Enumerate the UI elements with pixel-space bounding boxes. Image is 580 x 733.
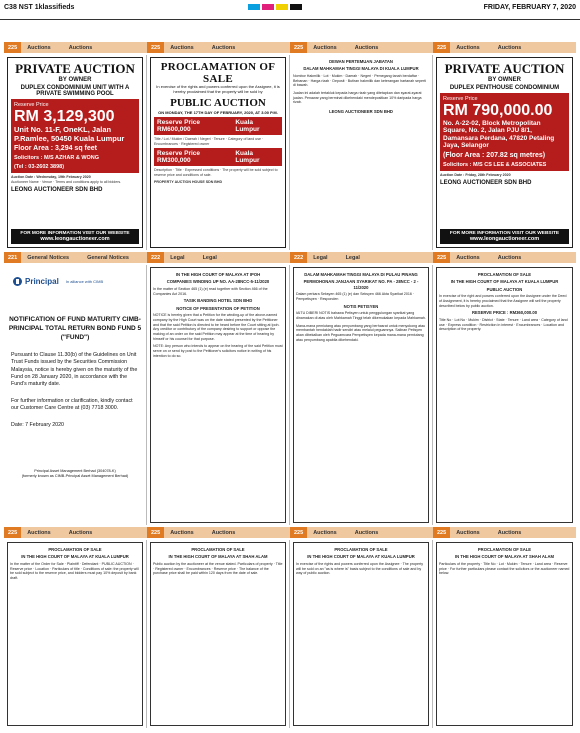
ad-private-auction-onekl: PRIVATE AUCTION BY OWNER DUPLEX CONDOMINIUM UNIT WITH A PRIVATE SWIMMING POOL Reserve Price RM 3,129,300 Unit No. 11-F, OneKL, Jalan P.Ramlee, 50450 Kuala Lumpur Floor Area : 3,294 sq feet Solicitors : M/S AZHAR & WONG (Tel : 03-2602 3898) Auction Date : Wednesday, 19th February 2020 Auctioneer Name · Venue · Terms and conditions apply to all bidders. LEONG AUCTIONEER SDN BHD FOR MORE INFORMATION VISIT OUR WEBSITE www.leongauctioneer.com (4, 55, 147, 250)
notice-heading: NOTIFICATION OF FUND MATURITY CIMB-PRINCIPAL TOTAL RETURN BOND FUND 5 ("FUND") (8, 316, 142, 341)
legal-winding-up-ipoh: IN THE HIGH COURT OF MALAYA AT IPOH COMPANIES WINDING UP NO. AA-28NCC-5-11/2020 In the matter of Section 465 (1) (e) read together with Section 466 of the Companies Act 2016. TASIK BANDING HOTEL SDN BHD NOTICE OF PRESENTATION OF PETITION NOTICE is hereby given that a Petition for the winding-up of the above-named company by the High Court was on the date stated presented by the Petitioner and that the said Petition is directed to be heard before the Court sitting at Ipoh. Any creditor or contributory of the company desiring to support or oppose the making of an order on the said Petition may appear at the time of hearing by himself or his counsel for that purpose. NOTE: Any person who intends to appear on the hearing of the said Petition must serve on or send by post to the Petitioner's solicitors notice in writing of his intention to do so. (147, 265, 290, 525)
ads-row-bottom (4, 540, 576, 728)
proclamation-bottom-4: PROCLAMATION OF SALE IN THE HIGH COURT OF MALAYA AT SHAH ALAM Particulars of the property · Title No · Lot · Mukim · Tenure · Land area · Reserve price · For further particulars please contact the solicitors or the auctioneer named below. (433, 540, 576, 728)
proclamation-of-sale-kl: PROCLAMATION OF SALE IN THE HIGH COURT OF MALAYA AT KUALA LUMPUR PUBLIC AUCTION In exercise of the right and powers conferred upon the Assignee under the Deed of Assignment, it is hereby proclaimed that the Assignee will sell the property described below by public auction. RESERVE PRICE : RM360,000.00 Title No · Lot No · Mukim · District · State · Tenure · Land area · Category of land use · Express condition · Restriction in interest · Encumbrances · Location and description of the property. (433, 265, 576, 525)
section-band-bottom (4, 527, 576, 538)
proclamation-bottom-2: PROCLAMATION OF SALE IN THE HIGH COURT OF MALAYA AT SHAH ALAM Public auction by the auctioneer at the venue stated. Particulars of property · Title · Registered owner · Encumbrances · Reserve price · The balance of the purchase price shall be paid within 120 days from the date of sale. (147, 540, 290, 728)
section-band-middle (4, 252, 576, 263)
band-cell: 225 Auctions Auctions (290, 527, 433, 538)
band-cell: 222 Legal Legal (147, 252, 290, 263)
property-address: No. A-22-02, Block Metropolitan Square, No. 2, Jalan PJU 8/1, Damansara Perdana, 47820 Petaling Jaya, Selangor (443, 120, 555, 150)
reserve-price: RM 3,129,300 (14, 108, 115, 125)
ad-proclamation-of-sale: PROCLAMATION OF SALE In exercise of the rights and powers conferred upon the Assignee, it is hereby proclaimed that the property will be sold by PUBLIC AUCTION ON MONDAY, THE 17TH DAY OF FEBRUARY, 2020, AT 3.00 P.M. Reserve Price RM600,000 Kuala Lumpur Title / Lot / Mukim / Daerah / Negeri · Tenure · Category of land use · Encumbrances · Registered owner Reserve Price RM300,000 Kuala Lumpur Description · Title · Expressed conditions · The property will be sold subject to reserve price and conditions of sale. PROPERTY AUCTION HOUSE SDN BHD (147, 55, 290, 250)
section-band-top (4, 42, 576, 53)
ad-reserve-block: Reserve Price RM 790,000.00 No. A-22-02, Block Metropolitan Square, No. 2, Jalan PJU 8/1, Damansara Perdana, 47820 Petaling Jaya, Selangor (Floor Area : 207.82 sq metres) Solicitors : M/S CS LEE & ASSOCIATES (440, 93, 569, 171)
band-cell: 225 Auctions Auctions (4, 42, 147, 53)
proclamation-bottom-1: PROCLAMATION OF SALE IN THE HIGH COURT OF MALAYA AT KUALA LUMPUR In the matter of the Order for Sale · Plaintiff · Defendant · PUBLIC AUCTION · Reserve price · Location · Particulars of title · Conditions of sale: the property will be sold subject to the reserve price, and bidders must pay 10% deposit by bank draft. (4, 540, 147, 728)
band-cell: 225 Auctions Auctions (4, 527, 147, 538)
ad-title: PROCLAMATION OF SALE (160, 61, 276, 85)
band-cell: 225 Auctions Auctions (147, 42, 290, 53)
band-cell: 225 Auctions Auctions (433, 527, 576, 538)
page-header (0, 0, 580, 20)
band-cell: 225 Auctions Auctions (290, 42, 433, 53)
ad-reserve-block: Reserve Price RM 3,129,300 Unit No. 11-F, OneKL, Jalan P.Ramlee, 50450 Kuala Lumpur Floor Area : 3,294 sq feet Solicitors : M/S AZHAR & WONG (Tel : 03-2602 3898) (11, 99, 139, 173)
auctioneer-name: LEONG AUCTIONEER SDN BHD (11, 187, 103, 194)
ads-row-top (4, 55, 576, 250)
website-bar: FOR MORE INFORMATION VISIT OUR WEBSITE www.leongauctioneer.com (440, 229, 569, 244)
legal-petisyen-pulau-pinang: DALAM MAHKAMAH TINGGI MALAYA DI PULAU PINANG PERMOHONAN JANJAAN SYARIKAT NO. PA - 28NCC - 2 - 11/2020 Dalam perkara Seksyen 465 (1) (e) dan Seksyen 466 Akta Syarikat 2016 · Pempetisyen · Responden NOTIS PETISYEN IAITU DIBERI NOTIS bahawa Petisyen untuk penggulungan syarikat yang dinamakan di atas oleh Mahkamah Tinggi telah dikemukakan kepada Mahkamah. Mana-mana pemiutang atau penyumbang yang berhasrat untuk menyokong atau membantah hendaklah hadir sendiri atau melalui peguamnya. Salinan Petisyen akan dibekalkan oleh Peguamcara Pempetisyen kepada mana-mana pemiutang atau penyumbang apabila dikehendaki. (290, 265, 433, 525)
color-registration-bar (248, 4, 302, 10)
page-date: FRIDAY, FEBRUARY 7, 2020 (483, 4, 576, 11)
ads-row-middle (4, 265, 576, 525)
principal-logo-icon (13, 277, 22, 286)
band-cell: 225 Auctions Auctions (433, 42, 576, 53)
band-cell: 222 Legal Legal (290, 252, 433, 263)
reserve-price: RM 790,000.00 (443, 102, 553, 119)
principal-logo: Principal In alliance with CIMB (13, 277, 143, 286)
reserve-price-strip-2: Reserve Price RM300,000 Kuala Lumpur (154, 148, 282, 166)
auctioneer-name: LEONG AUCTIONEER SDN BHD (440, 180, 532, 187)
reserve-price-strip-1: Reserve Price RM600,000 Kuala Lumpur (154, 117, 282, 135)
ad-private-auction-penthouse: PRIVATE AUCTION BY OWNER DUPLEX PENTHOUSE CONDOMINIUM Reserve Price RM 790,000.00 No. A-22-02, Block Metropolitan Square, No. 2, Jalan PJU 8/1, Damansara Perdana, 47820 Petaling Jaya, Selangor (Floor Area : 207.82 sq metres) Solicitors : M/S CS LEE & ASSOCIATES Auction Date : Friday, 28th February 2020 LEONG AUCTIONEER SDN BHD FOR MORE INFORMATION VISIT OUR WEBSITE www.leongauctioneer.com (433, 55, 576, 250)
ad-title: PRIVATE AUCTION (444, 61, 565, 76)
band-cell: 225 Auctions Auctions (147, 527, 290, 538)
notice-fund-maturity: Principal In alliance with CIMB NOTIFICATION OF FUND MATURITY CIMB-PRINCIPAL TOTAL RETURN BOND FUND 5 ("FUND") Pursuant to Clause 11.30(b) of the Guidelines on Unit Trust Funds issued by the Securities Commission Malaysia, notice is hereby given on the maturity of the Fund on 28 January 2020, in accordance with the Fund's maturity date. For further information or clarification, kindly contact our Customer Care Centre at (03) 7718 3000. Date: 7 February 2020 Principal Asset Management Berhad (304078-K) (formerly known as CIMB-Principal Asset Management Berhad) (4, 265, 147, 525)
website-bar: FOR MORE INFORMATION VISIT OUR WEBSITE www.leongauctioneer.com (11, 229, 139, 244)
ad-title: PRIVATE AUCTION (15, 61, 135, 76)
band-cell: 221 General Notices General Notices (4, 252, 147, 263)
page-section-label: C38 NST 1klassifieds (4, 4, 75, 11)
ad-court-notice: DEWAN PERTEMUAN JABATAN DALAM MAHKAMAH TINGGI MALAYA DI KUALA LUMPUR Nombor Hakmilik · Lot · Mukim · Daerah · Negeri · Pemegang tanah berdaftar · Bebanan · Harga rizab · Deposit · Butiran hakmilik dan keterangan hartanah seperti di bawah. Jualan ini adalah tertakluk kepada harga rizab yang ditetapkan dan syarat-syarat jualan. Penawar yang berminat dikehendaki mendepositkan 10% daripada harga rizab. LEONG AUCTIONEER SDN BHD (290, 55, 433, 250)
band-cell: 225 Auctions Auctions (433, 252, 576, 263)
proclamation-bottom-3: PROCLAMATION OF SALE IN THE HIGH COURT OF MALAYA AT KUALA LUMPUR In exercise of the rights and powers conferred upon the Assignee · The property will be sold on an "as is where is" basis subject to the conditions of sale and by way of public auction. (290, 540, 433, 728)
property-address: Unit No. 11-F, OneKL, Jalan P.Ramlee, 50450 Kuala Lumpur (14, 125, 125, 143)
